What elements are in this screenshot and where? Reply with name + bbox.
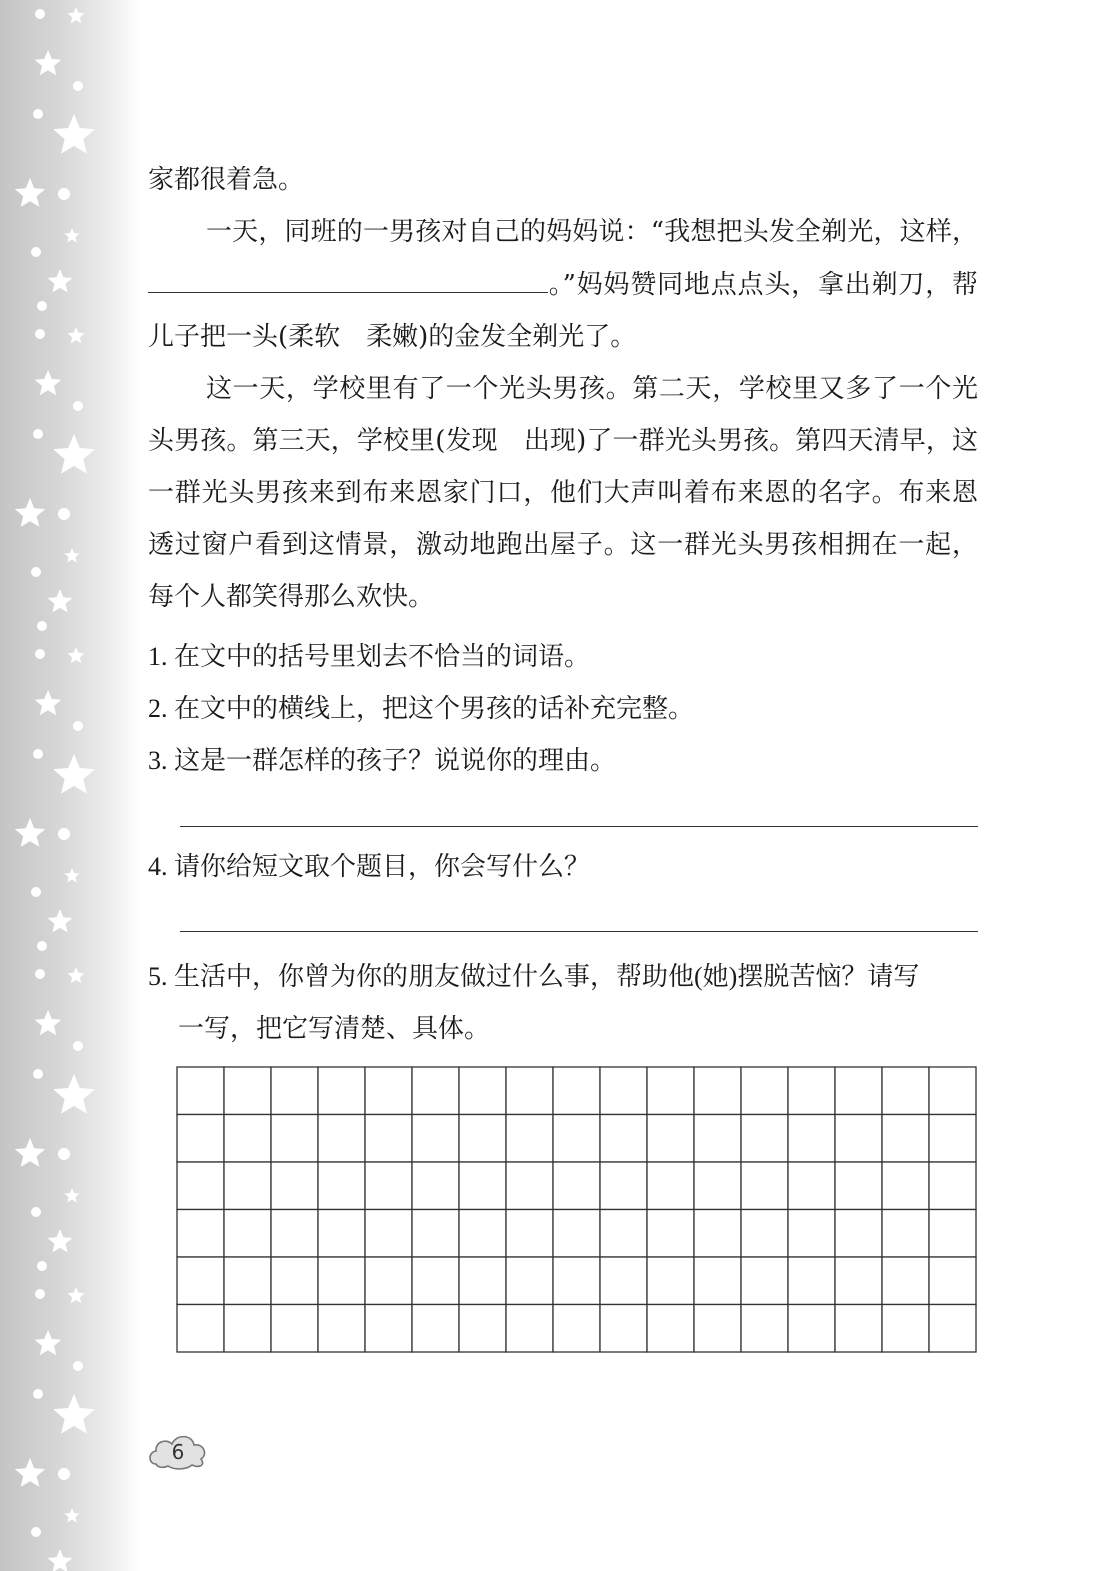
dot-icon	[33, 109, 43, 119]
grid-cell[interactable]	[600, 1305, 647, 1353]
page-number-badge	[146, 1428, 210, 1472]
question-4	[148, 846, 988, 883]
question-number: 2.	[148, 694, 168, 723]
grid-cell[interactable]	[788, 1115, 835, 1163]
grid-cell[interactable]	[459, 1067, 506, 1115]
star-icon	[15, 178, 45, 207]
grid-cell[interactable]	[365, 1162, 412, 1210]
grid-cell[interactable]	[271, 1115, 318, 1163]
grid-cell[interactable]	[882, 1257, 929, 1305]
dot-icon	[33, 1069, 43, 1079]
grid-cell[interactable]	[741, 1305, 788, 1353]
dot-icon	[35, 649, 45, 659]
grid-cell[interactable]	[553, 1257, 600, 1305]
grid-cell[interactable]	[177, 1257, 224, 1305]
grid-cell[interactable]	[459, 1115, 506, 1163]
dot-icon	[37, 301, 47, 311]
dot-icon	[37, 1261, 47, 1271]
grid-cell[interactable]	[835, 1257, 882, 1305]
star-icon	[67, 647, 84, 663]
grid-cell[interactable]	[553, 1162, 600, 1210]
grid-cell[interactable]	[788, 1257, 835, 1305]
grid-cell[interactable]	[412, 1162, 459, 1210]
story-paragraph-0: 家都很着急。	[148, 165, 305, 195]
grid-cell[interactable]	[365, 1210, 412, 1258]
dot-icon	[58, 1468, 70, 1480]
star-icon	[53, 1074, 95, 1114]
grid-cell[interactable]	[694, 1162, 741, 1210]
dot-icon	[31, 1527, 41, 1537]
question-number: 1.	[148, 642, 168, 671]
grid-cell[interactable]	[600, 1210, 647, 1258]
dot-icon	[73, 1361, 83, 1371]
grid-cell[interactable]	[506, 1067, 553, 1115]
grid-cell[interactable]	[882, 1162, 929, 1210]
grid-cell[interactable]	[788, 1210, 835, 1258]
star-icon	[64, 1508, 79, 1523]
grid-cell[interactable]	[224, 1257, 271, 1305]
star-icon	[67, 1287, 84, 1303]
star-icon	[48, 1229, 73, 1253]
grid-cell[interactable]	[788, 1162, 835, 1210]
grid-cell[interactable]	[412, 1305, 459, 1353]
grid-cell[interactable]	[412, 1210, 459, 1258]
grid-cell[interactable]	[459, 1305, 506, 1353]
question-5	[148, 951, 988, 1055]
star-icon	[48, 269, 73, 293]
question-number: 3.	[148, 746, 168, 775]
story-paragraph-1-end: 。”妈妈赞同地点点头，拿出剃刀，帮儿子把一头(柔软 柔嫩)的金发全剃光了。	[148, 270, 978, 352]
grid-cell[interactable]	[224, 1067, 271, 1115]
question-1	[148, 636, 988, 673]
grid-cell[interactable]	[835, 1115, 882, 1163]
star-icon	[53, 1394, 95, 1434]
grid-cell[interactable]	[459, 1210, 506, 1258]
grid-cell[interactable]	[788, 1067, 835, 1115]
star-icon	[53, 434, 95, 474]
grid-cell[interactable]	[459, 1257, 506, 1305]
grid-cell[interactable]	[271, 1305, 318, 1353]
grid-cell[interactable]	[553, 1210, 600, 1258]
grid-cell[interactable]	[271, 1257, 318, 1305]
question-text: 请你给短文取个题目，你会写什么？	[174, 852, 591, 881]
grid-cell[interactable]	[318, 1210, 365, 1258]
grid-cell[interactable]	[835, 1162, 882, 1210]
star-icon	[67, 327, 84, 343]
grid-cell[interactable]	[553, 1067, 600, 1115]
question-number: 4.	[148, 852, 168, 881]
grid-cell[interactable]	[882, 1305, 929, 1353]
page-number: 6	[171, 1440, 185, 1464]
grid-cell[interactable]	[788, 1305, 835, 1353]
story-paragraph-1-start: 一天，同班的一男孩对自己的妈妈说：“我想把头发全剃光，这样，	[206, 217, 978, 247]
grid-cell[interactable]	[412, 1257, 459, 1305]
grid-cell[interactable]	[318, 1162, 365, 1210]
star-icon	[35, 1330, 62, 1355]
grid-cell[interactable]	[318, 1067, 365, 1115]
grid-cell[interactable]	[318, 1257, 365, 1305]
dot-icon	[58, 1148, 70, 1160]
grid-cell[interactable]	[224, 1115, 271, 1163]
grid-cell[interactable]	[177, 1162, 224, 1210]
grid-cell[interactable]	[835, 1067, 882, 1115]
grid-cell[interactable]	[647, 1115, 694, 1163]
grid-cell[interactable]	[459, 1162, 506, 1210]
grid-cell[interactable]	[835, 1305, 882, 1353]
dot-icon	[31, 1207, 41, 1217]
answer-line-4[interactable]	[180, 931, 978, 932]
grid-cell[interactable]	[553, 1115, 600, 1163]
question-text: 在文中的括号里划去不恰当的词语。	[174, 642, 591, 671]
question-number: 5.	[148, 962, 168, 991]
grid-cell[interactable]	[929, 1067, 976, 1115]
grid-cell[interactable]	[224, 1305, 271, 1353]
grid-cell[interactable]	[929, 1257, 976, 1305]
dot-icon	[37, 941, 47, 951]
grid-cell[interactable]	[647, 1257, 694, 1305]
grid-cell[interactable]	[600, 1067, 647, 1115]
grid-cell[interactable]	[647, 1162, 694, 1210]
question-3	[148, 740, 988, 777]
star-icon	[15, 1458, 45, 1487]
decorative-star-band	[0, 0, 140, 1571]
grid-cell[interactable]	[929, 1162, 976, 1210]
grid-cell[interactable]	[177, 1115, 224, 1163]
grid-cell[interactable]	[882, 1115, 929, 1163]
grid-cell[interactable]	[224, 1210, 271, 1258]
question-text: 生活中，你曾为你的朋友做过什么事，帮助他(她)摆脱苦恼？请写	[174, 962, 920, 991]
star-icon	[15, 1138, 45, 1167]
star-icon	[67, 7, 84, 23]
grid-cell[interactable]	[694, 1257, 741, 1305]
dot-icon	[37, 621, 47, 631]
dot-icon	[73, 81, 83, 91]
star-icon	[35, 1010, 62, 1035]
star-icon	[64, 1188, 79, 1203]
dot-icon	[58, 508, 70, 520]
dot-icon	[33, 429, 43, 439]
dot-icon	[35, 1289, 45, 1299]
star-icon	[48, 1549, 73, 1571]
grid-cell[interactable]	[177, 1210, 224, 1258]
grid-cell[interactable]	[224, 1162, 271, 1210]
grid-cell[interactable]	[647, 1210, 694, 1258]
star-icon	[48, 589, 73, 613]
star-pattern-icon	[0, 0, 140, 1571]
star-icon	[64, 548, 79, 563]
question-text: 这是一群怎样的孩子？说说你的理由。	[174, 746, 617, 775]
question-2	[148, 688, 988, 725]
grid-cell[interactable]	[929, 1210, 976, 1258]
star-icon	[67, 967, 84, 983]
grid-cell[interactable]	[741, 1162, 788, 1210]
grid-cell[interactable]	[835, 1210, 882, 1258]
dot-icon	[35, 9, 45, 19]
star-icon	[64, 868, 79, 883]
grid-cell[interactable]	[177, 1305, 224, 1353]
grid-cell[interactable]	[365, 1305, 412, 1353]
grid-cell[interactable]	[506, 1210, 553, 1258]
grid-cell[interactable]	[506, 1257, 553, 1305]
star-icon	[35, 370, 62, 395]
dot-icon	[73, 1041, 83, 1051]
dot-icon	[35, 969, 45, 979]
dot-icon	[31, 887, 41, 897]
grid-cell[interactable]	[741, 1210, 788, 1258]
grid-cell[interactable]	[741, 1115, 788, 1163]
grid-cell[interactable]	[694, 1210, 741, 1258]
grid-cell[interactable]	[694, 1305, 741, 1353]
dot-icon	[31, 247, 41, 257]
star-icon	[64, 228, 79, 243]
grid-cell[interactable]	[506, 1162, 553, 1210]
dot-icon	[33, 749, 43, 759]
fill-in-blank-line[interactable]	[148, 258, 548, 293]
grid-cell[interactable]	[882, 1067, 929, 1115]
star-icon	[48, 909, 73, 933]
grid-cell[interactable]	[271, 1162, 318, 1210]
dot-icon	[73, 721, 83, 731]
grid-cell[interactable]	[647, 1305, 694, 1353]
grid-cell[interactable]	[929, 1305, 976, 1353]
grid-cell[interactable]	[318, 1115, 365, 1163]
grid-cell[interactable]	[741, 1257, 788, 1305]
question-text-continued: 一写，把它写清楚、具体。	[178, 1014, 491, 1043]
dot-icon	[35, 329, 45, 339]
grid-cell[interactable]	[741, 1067, 788, 1115]
star-icon	[53, 754, 95, 794]
grid-cell[interactable]	[365, 1257, 412, 1305]
story-text	[148, 154, 978, 623]
grid-cell[interactable]	[694, 1067, 741, 1115]
grid-cell[interactable]	[882, 1210, 929, 1258]
star-icon	[15, 818, 45, 847]
story-paragraph-1	[148, 206, 978, 363]
dot-icon	[33, 1389, 43, 1399]
grid-cell[interactable]	[412, 1067, 459, 1115]
star-icon	[53, 114, 95, 154]
dot-icon	[73, 401, 83, 411]
grid-cell[interactable]	[365, 1067, 412, 1115]
grid-cell[interactable]	[929, 1115, 976, 1163]
star-icon	[35, 50, 62, 75]
grid-cell[interactable]	[600, 1257, 647, 1305]
grid-cell[interactable]	[365, 1115, 412, 1163]
grid-cell[interactable]	[271, 1210, 318, 1258]
star-icon	[35, 690, 62, 715]
grid-cell[interactable]	[412, 1115, 459, 1163]
story-paragraph-2: 这一天，学校里有了一个光头男孩。第二天，学校里又多了一个光头男孩。第三天，学校里(发现 出现)了一群光头男孩。第四天清早，这一群光头男孩来到布来恩家门口，他们大声叫着布来恩的名字。布来恩透过窗户看到这情景，激动地跑出屋子。这一群光头男孩相拥在一起，每个人都笑得那么欢快。	[148, 374, 978, 612]
grid-cell[interactable]	[177, 1067, 224, 1115]
question-text: 在文中的横线上，把这个男孩的话补充完整。	[174, 694, 695, 723]
writing-grid[interactable]	[176, 1066, 982, 1354]
grid-cell[interactable]	[600, 1162, 647, 1210]
grid-cell[interactable]	[506, 1305, 553, 1353]
dot-icon	[58, 188, 70, 200]
grid-cell[interactable]	[694, 1115, 741, 1163]
grid-cell[interactable]	[506, 1115, 553, 1163]
dot-icon	[31, 567, 41, 577]
dot-icon	[58, 828, 70, 840]
grid-cell[interactable]	[647, 1067, 694, 1115]
grid-cell[interactable]	[600, 1115, 647, 1163]
grid-cell[interactable]	[318, 1305, 365, 1353]
answer-line-3[interactable]	[180, 826, 978, 827]
grid-cell[interactable]	[553, 1305, 600, 1353]
grid-cell[interactable]	[271, 1067, 318, 1115]
star-icon	[15, 498, 45, 527]
